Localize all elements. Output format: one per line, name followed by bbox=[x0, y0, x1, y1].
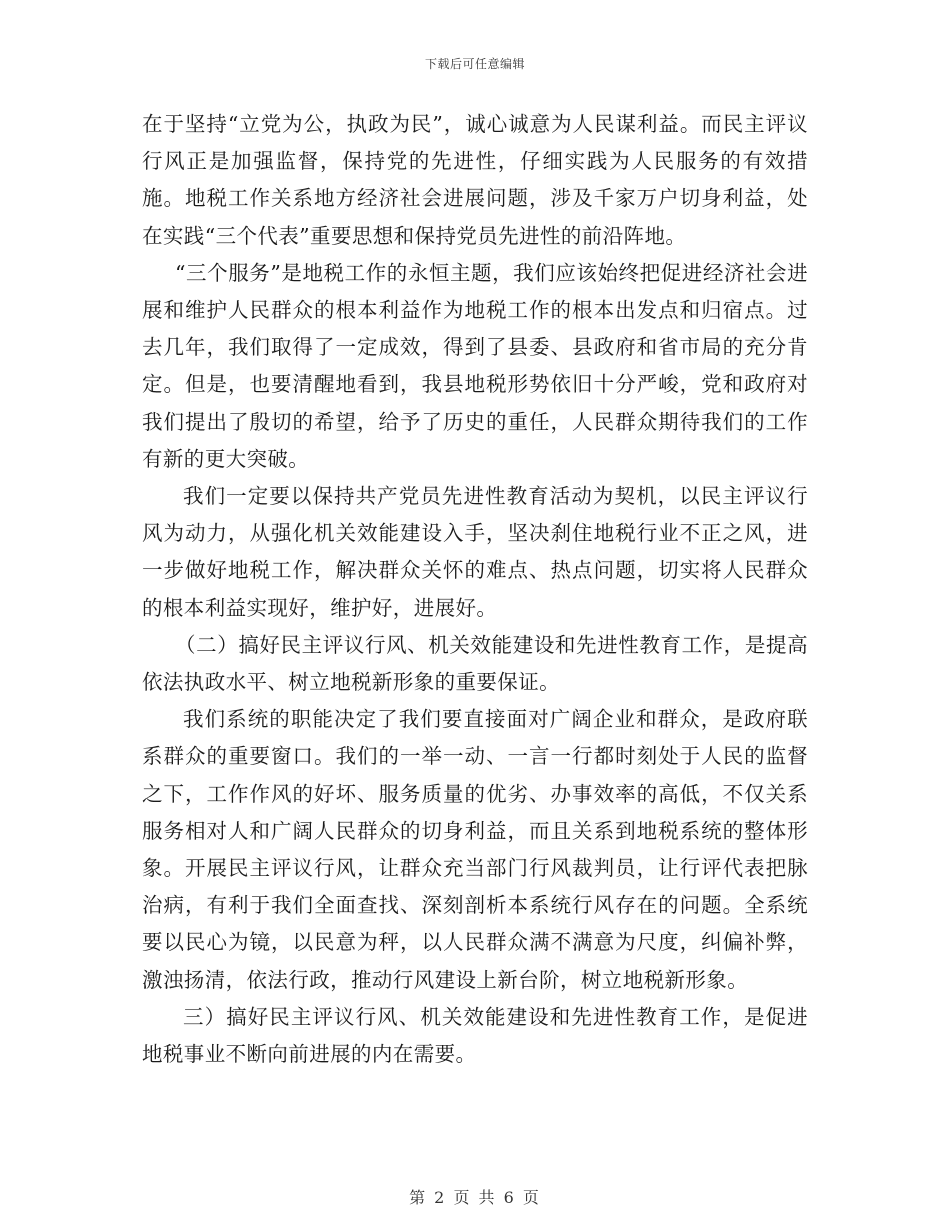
paragraph-6: 三）搞好民主评议行风、机关效能建设和先进性教育工作，是促进地税事业不断向前进展的内在需要。 bbox=[142, 1004, 808, 1067]
page-header: 下载后可任意编辑 bbox=[424, 57, 525, 71]
document-body bbox=[142, 106, 808, 1073]
paragraph-4: （二）搞好民主评议行风、机关效能建设和先进性教育工作，是提高依法执政水平、树立地税新形象的重要保证。 bbox=[142, 632, 808, 695]
paragraph-5: 我们系统的职能决定了我们要直接面对广阔企业和群众，是政府联系群众的重要窗口。我们的一举一动、一言一行都时刻处于人民的监督之下，工作作风的好坏、服务质量的优劣、办事效率的高低，不仅关系服务相对人和广阔人民群众的切身利益，而且关系到地税系统的整体形象。开展民主评议行风，让群众充当部门行风裁判员，让行评代表把脉治病，有利于我们全面查找、深刻剖析本系统行风存在的问题。全系统要以民心为镜，以民意为秤，以人民群众满不满意为尺度，纠偏补弊，激浊扬清，依法行政，推动行风建设上新台阶，树立地税新形象。 bbox=[142, 707, 808, 992]
paragraph-1: 在于坚持“立党为公，执政为民”，诚心诚意为人民谋利益。而民主评议行风正是加强监督，保持党的先进性，仔细实践为人民服务的有效措施。地税工作关系地方经济社会进展问题，涉及千家万户切身利益，处在实践“三个代表”重要思想和保持党员先进性的前沿阵地。 bbox=[142, 112, 808, 248]
page-footer: 第 2 页 共 6 页 bbox=[409, 1188, 541, 1207]
paragraph-3: 我们一定要以保持共产党员先进性教育活动为契机，以民主评议行风为动力，从强化机关效能建设入手，坚决刹住地税行业不正之风，进一步做好地税工作，解决群众关怀的难点、热点问题，切实将人民群众的根本利益实现好，维护好，进展好。 bbox=[142, 484, 808, 620]
paragraph-2: “三个服务”是地税工作的永恒主题，我们应该始终把促进经济社会进展和维护人民群众的根本利益作为地税工作的根本出发点和归宿点。过去几年，我们取得了一定成效，得到了县委、县政府和省市局的充分肯定。但是，也要清醒地看到，我县地税形势依旧十分严峻，党和政府对我们提出了殷切的希望，给予了历史的重任，人民群众期待我们的工作有新的更大突破。 bbox=[142, 260, 808, 471]
